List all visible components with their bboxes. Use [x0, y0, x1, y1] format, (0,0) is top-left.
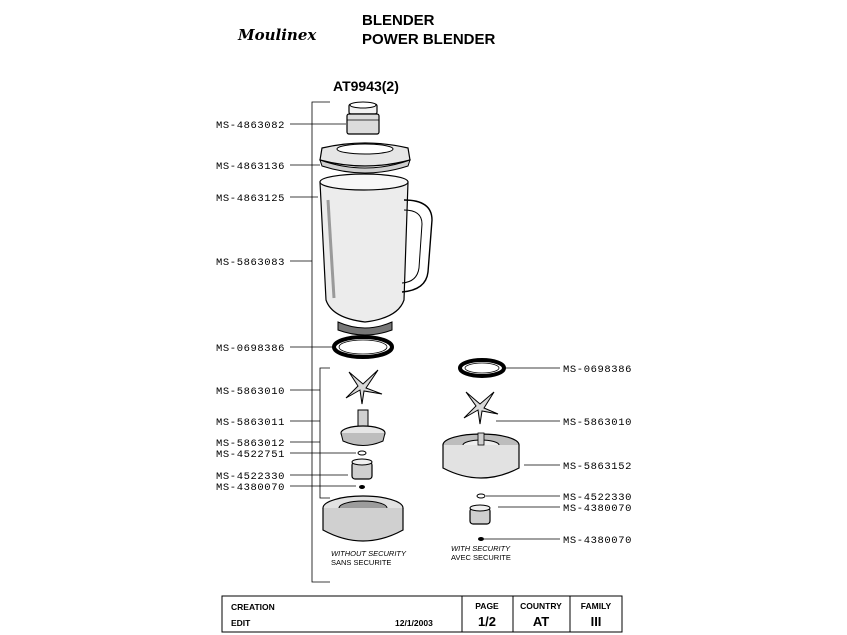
blade-right-drawing	[464, 392, 498, 424]
seal-ring-left-drawing	[334, 337, 392, 357]
part-label: MS-4863082	[216, 120, 286, 132]
part-label: MS-4522330	[216, 471, 286, 483]
product-title: BLENDER	[362, 12, 435, 29]
blade-left-drawing	[346, 370, 382, 404]
family-label: FAMILY	[580, 601, 612, 611]
lid-drawing	[320, 143, 410, 173]
measuring-cap-drawing	[347, 102, 379, 134]
caption-with-security: WITH SECURITY	[451, 544, 511, 553]
part-label: MS-0698386	[216, 343, 286, 355]
page-value: 1/2	[477, 614, 497, 629]
blade-housing-right-drawing	[443, 433, 519, 478]
blender-jar-drawing	[320, 174, 432, 335]
blade-base-left-drawing	[341, 410, 385, 446]
seal-ring-right-drawing	[460, 360, 504, 376]
part-label: MS-4380070	[563, 503, 633, 515]
coupling-right-drawing	[470, 494, 490, 541]
part-label: MS-4522751	[216, 449, 286, 461]
page-label: PAGE	[475, 601, 499, 611]
coupling-left-drawing	[352, 451, 372, 489]
part-label: MS-4380070	[216, 482, 286, 494]
left-part-labels	[216, 120, 285, 494]
title-block	[222, 596, 622, 632]
part-label: MS-5863083	[216, 257, 286, 269]
right-part-labels	[563, 364, 632, 547]
part-label: MS-5863010	[563, 417, 633, 429]
caption-without-security: WITHOUT SECURITY	[331, 549, 406, 558]
part-label: MS-5863152	[563, 461, 633, 473]
creation-label: CREATION	[231, 602, 275, 612]
country-label: COUNTRY	[520, 601, 562, 611]
edit-date: 12/1/2003	[395, 618, 433, 628]
part-label: MS-5863010	[216, 386, 286, 398]
part-label: MS-4863125	[216, 193, 286, 205]
country-value: AT	[532, 614, 550, 629]
part-label: MS-4863136	[216, 161, 286, 173]
part-label: MS-5863011	[216, 417, 286, 429]
part-label: MS-4380070	[563, 535, 633, 547]
product-subtitle: POWER BLENDER	[362, 31, 496, 48]
part-label: MS-5863012	[216, 438, 286, 450]
part-label: MS-0698386	[563, 364, 633, 376]
base-left-drawing	[323, 496, 403, 541]
caption-avec-securite: AVEC SECURITE	[451, 553, 511, 562]
caption-sans-securite: SANS SECURITE	[331, 558, 392, 567]
edit-label: EDIT	[231, 618, 251, 628]
part-label: MS-4522330	[563, 492, 633, 504]
model-number: AT9943(2)	[333, 78, 399, 94]
family-value: III	[590, 614, 602, 629]
brand-logo: Moulinex	[238, 26, 317, 44]
